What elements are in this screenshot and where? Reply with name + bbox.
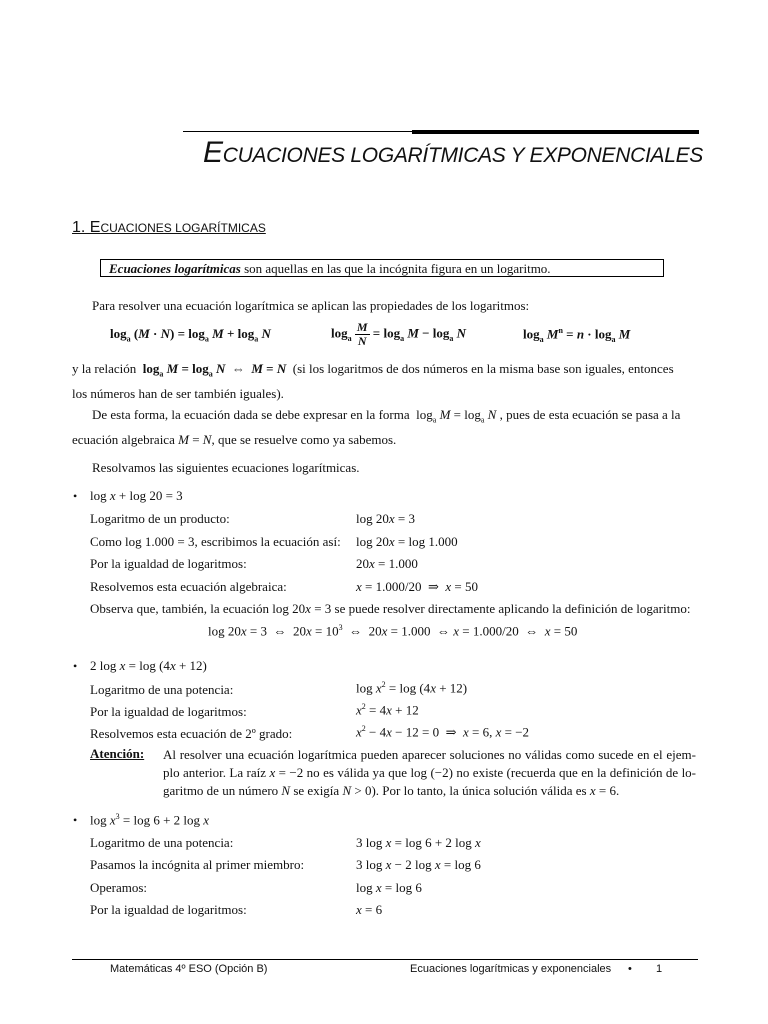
resolvamos-paragraph: Resolvamos las siguientes ecuaciones logarítmicas. bbox=[92, 460, 360, 475]
formula-product: $\log_a (M \cdot N) = \log_a M + \log_a N$ bbox=[110, 326, 271, 344]
ex2-step-value: $\log x^2 = \log (4x + 12)$ bbox=[356, 680, 468, 696]
footer-bullet: • bbox=[628, 963, 632, 975]
title-rule-thin bbox=[183, 131, 413, 132]
definition-box bbox=[100, 259, 664, 277]
ex3-step-label: Por la igualdad de logaritmos: bbox=[90, 902, 247, 917]
bullet-3: • bbox=[73, 813, 78, 827]
atencion-text: Al resolver una ecuación logarítmica pueden aparecer soluciones no válidas como sucede en el ejem-plo anterior. La raíz x = −2 no es válida ya que log (−2) no existe (recuerda que en la definición de lo-garitmo de un número N se exigía N > 0). Por lo tanto, la única solución válida es x = 6. bbox=[163, 747, 697, 798]
definition-text: son aquellas en las que la incógnita figura en un logaritmo. bbox=[244, 261, 551, 276]
ex1-step-label: Logaritmo de un producto: bbox=[90, 511, 230, 526]
bullet-2: • bbox=[73, 659, 78, 673]
ex3-step-value: 3 log x − 2 log x = log 6 bbox=[356, 857, 481, 872]
atencion-label: Atención: bbox=[90, 746, 145, 761]
ex3-step-value: 3 log x = log 6 + 2 log x bbox=[356, 835, 481, 850]
form-paragraph: De esta forma, la ecuación dada se debe expresar en la forma $\log_a M = \log_a N$ , pues de esta ecuación se pasa a la ecuación algebraica M = N, que se resuelve como ya sabemos. bbox=[72, 407, 681, 447]
page-number: 1 bbox=[656, 963, 663, 975]
footer-course: Matemáticas 4º ESO (Opción B) bbox=[110, 963, 268, 975]
ex1-step-label: Como log 1.000 = 3, escribimos la ecuación así: bbox=[90, 534, 341, 549]
ex3-equation: $\log x^3 = \log 6 + 2$ log x bbox=[90, 812, 210, 828]
ex2-step-label: Resolvemos esta ecuación de 2º grado: bbox=[90, 726, 293, 741]
page-title: ECUACIONES LOGARÍTMICAS Y EXPONENCIALES bbox=[203, 136, 704, 169]
ex1-step-value: x = 1.000/20 ⇒ x = 50 bbox=[356, 579, 478, 594]
ex3-step-value: log x = log 6 bbox=[356, 880, 422, 895]
title-rule-thick bbox=[412, 130, 699, 134]
ex1-step-value: log 20x = log 1.000 bbox=[356, 534, 458, 549]
ex1-step-value: log 20x = 3 bbox=[356, 511, 415, 526]
ex3-step-label: Logaritmo de una potencia: bbox=[90, 835, 234, 850]
footer-rule bbox=[72, 959, 698, 960]
formula-power: $\log_a M^n = n \cdot \log_a M$ bbox=[523, 326, 631, 344]
ex3-step-label: Pasamos la incógnita al primer miembro: bbox=[90, 857, 305, 872]
ex3-step-label: Operamos: bbox=[90, 880, 148, 895]
formula-quotient: $\log_a$ $\frac{M}{N}$ = $\log_a M - \log_a N$ bbox=[331, 320, 467, 348]
ex1-equation: log x + log 20 = 3 bbox=[90, 488, 183, 503]
ex1-step-label: Por la igualdad de logaritmos: bbox=[90, 556, 247, 571]
ex1-direct-solution: log 20x = 3 ⇔ $20x = 10^3$ ⇔ 20x = 1.000 ⇔ x = 1.000/20 ⇔ x = 50 bbox=[208, 623, 578, 639]
ex2-step-label: Logaritmo de una potencia: bbox=[90, 682, 234, 697]
relation-paragraph: y la relación $\log_a M = \log_a N$ ⇔ M = N (si los logaritmos de dos números en la misma base son iguales, entonces los números han de ser también iguales). bbox=[72, 361, 674, 401]
ex3-step-value: x = 6 bbox=[356, 902, 383, 917]
ex2-step-label: Por la igualdad de logaritmos: bbox=[90, 704, 247, 719]
intro-paragraph: Para resolver una ecuación logarítmica se aplican las propiedades de los logaritmos: bbox=[92, 298, 530, 313]
definition-term: Ecuaciones logarítmicas bbox=[109, 261, 241, 276]
ex1-note: Observa que, también, la ecuación log 20x = 3 se puede resolver directamente aplicando la definición de logaritmo: bbox=[90, 601, 691, 616]
bullet-1: • bbox=[73, 489, 78, 503]
ex2-step-value: $x^2 = 4x + 12$ bbox=[356, 702, 419, 718]
ex1-step-label: Resolvemos esta ecuación algebraica: bbox=[90, 579, 287, 594]
ex1-step-value: 20x = 1.000 bbox=[356, 556, 418, 571]
ex2-equation: 2 log x = log (4x + 12) bbox=[90, 658, 207, 673]
ex2-step-value: $x^2 - 4x - 12 = 0$ ⇒ x = 6, x = −2 bbox=[356, 724, 530, 740]
footer-chapter: Ecuaciones logarítmicas y exponenciales bbox=[410, 963, 612, 975]
section-heading: 1. ECUACIONES LOGARÍTMICAS bbox=[72, 219, 266, 236]
